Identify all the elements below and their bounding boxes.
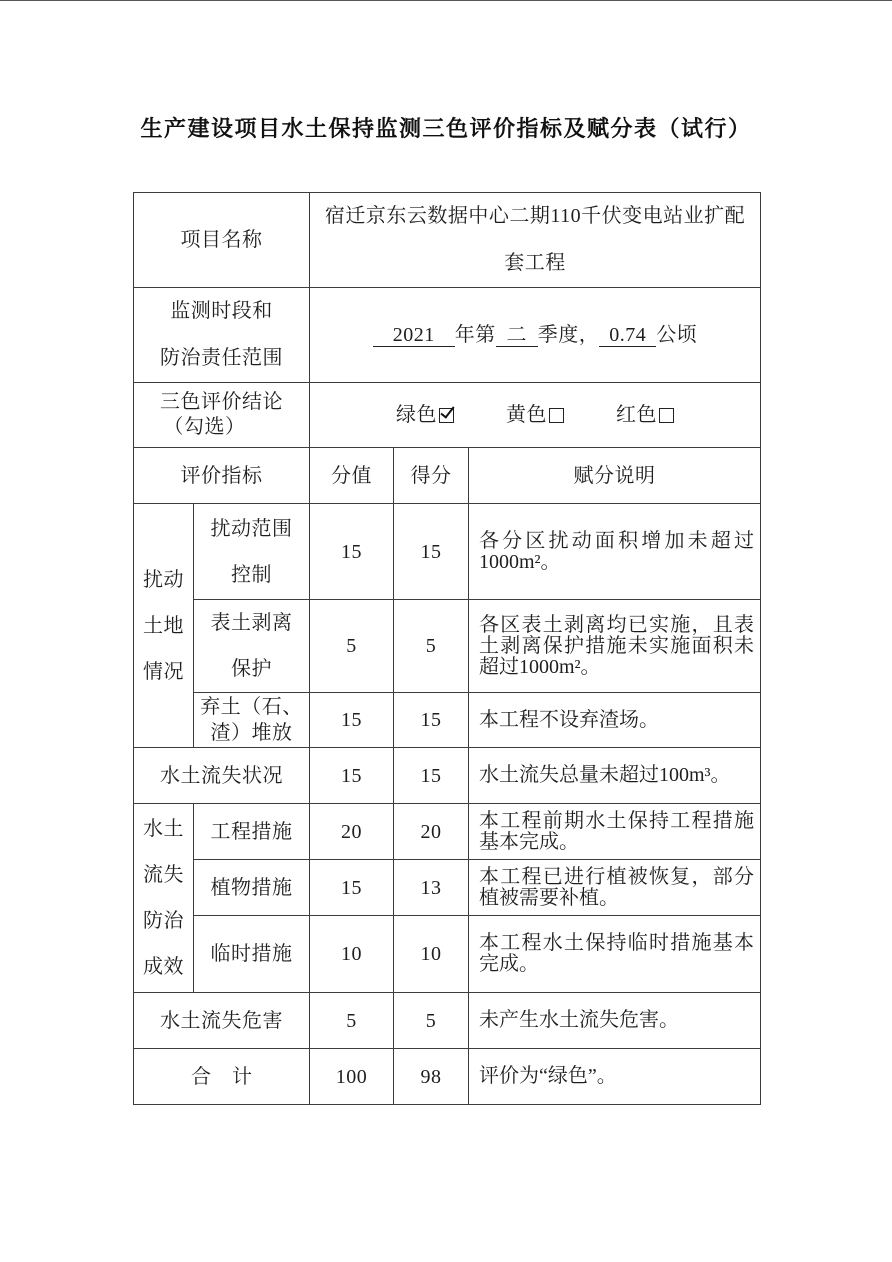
group-label-line: 土地 xyxy=(143,614,184,637)
indicator-name-line: 保护 xyxy=(231,658,272,680)
table-row xyxy=(134,748,761,804)
option-red[interactable] xyxy=(616,403,674,427)
indicator-name-line: 渣）堆放 xyxy=(210,722,293,744)
indicator-name-cell: 工程措施 xyxy=(194,804,310,860)
table-header-row xyxy=(134,448,761,504)
score-cell: 20 xyxy=(394,804,469,860)
header-indicator: 评价指标 xyxy=(134,448,310,504)
total-row xyxy=(134,1049,761,1105)
area-unit: 公顷 xyxy=(656,324,698,346)
checkbox-checked-icon[interactable] xyxy=(439,408,454,423)
project-name-label: 项目名称 xyxy=(180,229,263,251)
monitoring-period-value xyxy=(310,323,760,347)
group-label-line: 扰动 xyxy=(143,568,184,591)
score-cell: 15 xyxy=(394,693,469,748)
explanation-cell: 本工程前期水土保持工程措施基本完成。 xyxy=(469,804,761,860)
explanation-cell: 本工程不设弃渣场。 xyxy=(469,693,761,748)
indicator-name-cell: 临时措施 xyxy=(194,916,310,993)
score-cell: 15 xyxy=(394,748,469,804)
project-name-line-1: 宿迁京东云数据中心二期110千伏变电站业扩配 xyxy=(324,205,746,227)
table-row xyxy=(134,916,761,993)
group-label-line: 流失 xyxy=(143,864,184,886)
indicator-name-cell xyxy=(194,600,310,693)
score-cell: 15 xyxy=(394,504,469,600)
soil-loss-status-label: 水土流失状况 xyxy=(134,748,310,804)
disturbed-land-group-label xyxy=(134,504,194,748)
indicator-name-line: 表土剥离 xyxy=(210,612,293,634)
table-row xyxy=(134,693,761,748)
explanation-cell: 水土流失总量未超过100m³。 xyxy=(469,748,761,804)
table-row xyxy=(134,860,761,916)
table-row xyxy=(134,600,761,693)
full-score-cell: 5 xyxy=(310,993,394,1049)
total-label: 合计 xyxy=(134,1049,310,1105)
group-label-line: 防治 xyxy=(143,910,184,932)
monitoring-period-row xyxy=(134,288,761,383)
project-name-row xyxy=(134,193,761,288)
group-label-line: 情况 xyxy=(143,660,184,683)
conclusion-options xyxy=(310,403,760,427)
conclusion-label-line-1: 三色评价结论 xyxy=(160,391,283,413)
monitoring-period-label-cell xyxy=(134,288,310,383)
area-field: 0.74 xyxy=(599,325,656,347)
score-cell: 13 xyxy=(394,860,469,916)
option-red-label: 红色 xyxy=(616,404,657,426)
page-top-border xyxy=(0,0,892,1)
quarter-field: 二 xyxy=(496,325,538,347)
score-cell: 5 xyxy=(394,600,469,693)
full-score-cell: 15 xyxy=(310,748,394,804)
monitoring-period-label-line-1: 监测时段和 xyxy=(170,300,273,322)
score-cell: 10 xyxy=(394,916,469,993)
header-score: 得分 xyxy=(394,448,469,504)
monitoring-period-label-line-2: 防治责任范围 xyxy=(160,347,283,369)
year-suffix: 年第 xyxy=(454,324,496,346)
conclusion-options-cell xyxy=(310,383,761,448)
option-yellow[interactable] xyxy=(506,403,564,427)
conclusion-row xyxy=(134,383,761,448)
quarter-suffix: 季度， xyxy=(537,324,600,346)
prevention-effect-group-label xyxy=(134,804,194,993)
indicator-name-line: 扰动范围 xyxy=(210,517,293,540)
soil-loss-hazard-label: 水土流失危害 xyxy=(134,993,310,1049)
option-green-label: 绿色 xyxy=(396,404,437,426)
explanation-cell: 各分区扰动面积增加未超过1000m²。 xyxy=(469,504,761,600)
year-field: 2021 xyxy=(373,325,455,347)
total-full-score: 100 xyxy=(310,1049,394,1105)
explanation-cell: 未产生水土流失危害。 xyxy=(469,993,761,1049)
conclusion-label-cell xyxy=(134,383,310,448)
group-label-line: 水土 xyxy=(143,818,184,840)
evaluation-table xyxy=(133,192,761,1105)
table-row xyxy=(134,804,761,860)
explanation-cell: 本工程已进行植被恢复，部分植被需要补植。 xyxy=(469,860,761,916)
project-name-value-cell xyxy=(310,193,761,288)
project-name-label-cell xyxy=(134,193,310,288)
full-score-cell: 10 xyxy=(310,916,394,993)
full-score-cell: 15 xyxy=(310,860,394,916)
option-green[interactable] xyxy=(396,403,454,427)
project-name-line-2: 套工程 xyxy=(504,252,566,274)
header-explanation: 赋分说明 xyxy=(469,448,761,504)
indicator-name-cell: 植物措施 xyxy=(194,860,310,916)
indicator-name-line: 弃土（石、 xyxy=(200,696,303,718)
explanation-cell: 本工程水土保持临时措施基本完成。 xyxy=(469,916,761,993)
group-label-line: 成效 xyxy=(143,956,184,978)
checkbox-icon[interactable] xyxy=(549,408,564,423)
total-explanation: 评价为“绿色”。 xyxy=(469,1049,761,1105)
total-score: 98 xyxy=(394,1049,469,1105)
monitoring-period-value-cell xyxy=(310,288,761,383)
option-yellow-label: 黄色 xyxy=(506,404,547,426)
indicator-name-cell xyxy=(194,504,310,600)
full-score-cell: 20 xyxy=(310,804,394,860)
explanation-cell: 各区表土剥离均已实施，且表土剥离保护措施未实施面积未超过1000m²。 xyxy=(469,600,761,693)
conclusion-label-line-2: （勾选） xyxy=(163,416,246,438)
full-score-cell: 15 xyxy=(310,693,394,748)
table-row xyxy=(134,993,761,1049)
indicator-name-line: 控制 xyxy=(231,563,272,586)
full-score-cell: 15 xyxy=(310,504,394,600)
checkbox-icon[interactable] xyxy=(659,408,674,423)
table-row xyxy=(134,504,761,600)
page-title: 生产建设项目水土保持监测三色评价指标及赋分表（试行） xyxy=(140,117,752,142)
header-full-score: 分值 xyxy=(310,448,394,504)
indicator-name-cell xyxy=(194,693,310,748)
score-cell: 5 xyxy=(394,993,469,1049)
full-score-cell: 5 xyxy=(310,600,394,693)
